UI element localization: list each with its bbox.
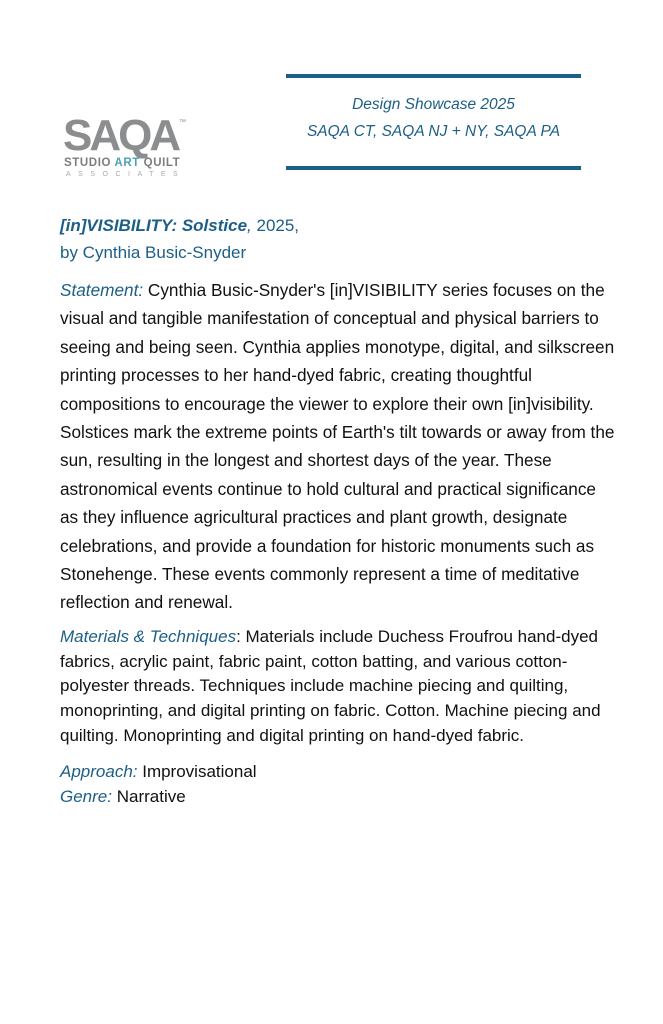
logo-quilt-text: QUILT	[143, 157, 181, 169]
artwork-heading	[60, 212, 615, 266]
svg-text:STUDIO ART QUILT	[64, 157, 180, 169]
statement-paragraph	[60, 276, 615, 617]
materials-text: : Materials include Duchess Froufrou hand-dyed fabrics, acrylic paint, fabric paint, cotton batting, and various cotton-polyester threads. Techniques include machine piecing and quilting, monoprinting, and digital printing on fabric. Cotton. Machine piecing and quilting. Monoprinting and digital printing on hand-dyed fabric.	[60, 626, 601, 746]
artwork-year: 2025,	[251, 216, 300, 235]
artwork-meta	[60, 760, 615, 810]
approach-line	[60, 760, 615, 785]
logo-associates-text: ASSOCIATES	[66, 171, 186, 178]
materials-paragraph	[60, 625, 615, 749]
artwork-title-comma: ,	[247, 216, 252, 235]
showcase-regions: SAQA CT, SAQA NJ + NY, SAQA PA	[306, 123, 561, 140]
showcase-header	[286, 74, 581, 172]
artwork-title-line	[60, 212, 615, 239]
saqa-logo	[62, 112, 197, 178]
artwork-byline: by Cynthia Busic-Snyder	[60, 243, 247, 262]
genre-line	[60, 785, 615, 810]
approach-label: Approach:	[60, 761, 138, 781]
artwork-description	[60, 212, 615, 809]
showcase-top-rule	[286, 74, 581, 78]
statement-text: Cynthia Busic-Snyder's [in]VISIBILITY series focuses on the visual and tangible manifestation of conceptual and physical barriers to seeing and being seen. Cynthia applies monotype, digital, and silkscreen printing processes to her hand-dyed fabric, creating thoughtful compositions to encourage the viewer to explore their own [in]visibility. Solstices mark the extreme points of Earth's tilt towards or away from the sun, resulting in the longest and shortest days of the year. These astronomical events continue to hold cultural and practical significance as they influence agricultural practices and plant growth, designate celebrations, and provide a foundation for historic monuments such as Stonehenge. These events commonly represent a time of meditative reflection and renewal.	[60, 280, 615, 613]
showcase-title: Design Showcase 2025	[352, 96, 515, 113]
logo-art-text: ART	[114, 157, 140, 169]
genre-label: Genre:	[60, 786, 112, 806]
logo-wordmark: SAQA	[63, 112, 179, 160]
logo-trademark: ™	[179, 119, 186, 126]
showcase-bottom-rule	[286, 166, 581, 170]
artwork-title: [in]VISIBILITY: Solstice	[60, 216, 248, 235]
materials-label: Materials & Techniques	[60, 626, 237, 646]
logo-studio-text: STUDIO	[64, 157, 112, 169]
approach-value: Improvisational	[137, 761, 257, 781]
genre-value: Narrative	[111, 786, 186, 806]
statement-label: Statement:	[60, 280, 144, 300]
